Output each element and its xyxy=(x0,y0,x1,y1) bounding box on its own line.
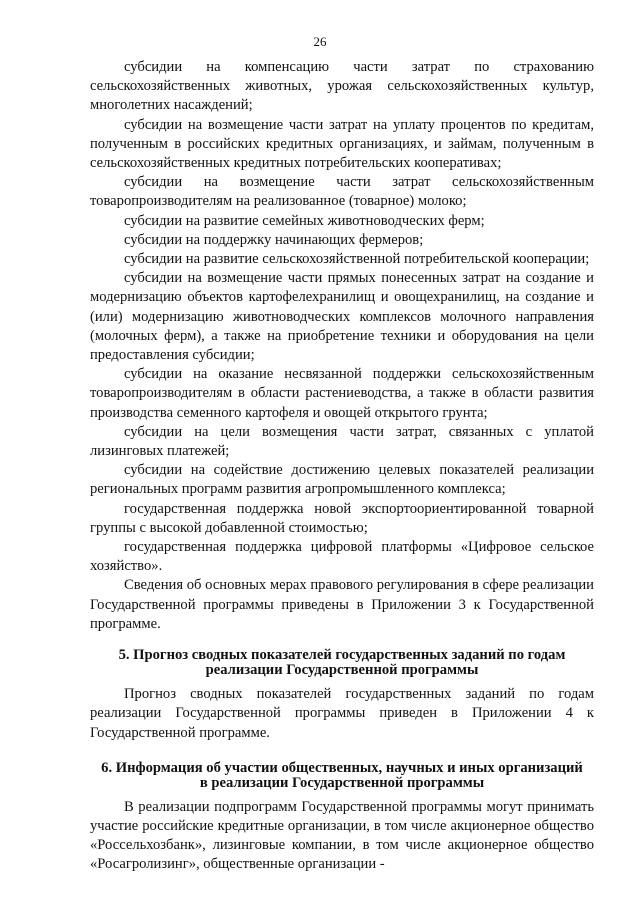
list-item: государственная поддержка цифровой платформы «Цифровое сельское хозяйство». xyxy=(90,539,594,575)
list-item: субсидии на развитие семейных животноводческих ферм; xyxy=(124,212,485,229)
section-6-heading-line2: в реализации Государственной программы xyxy=(199,774,485,791)
list-item: субсидии на развитие сельскохозяйственной потребительской кооперации; xyxy=(124,251,590,268)
list-item: субсидии на содействие достижению целевых показателей реализации региональных программ развития агропромышленного комплекса; xyxy=(90,462,594,498)
list-item: государственная поддержка новой экспортоориентированной товарной группы с высокой добавленной стоимостью; xyxy=(90,500,594,536)
page-number: 26 xyxy=(313,34,327,49)
document-body xyxy=(90,58,594,875)
list-item: субсидии на возмещение части затрат сельскохозяйственным товаропроизводителям на реализованное (товарное) молоко; xyxy=(90,174,594,210)
section-5-paragraph: Прогноз сводных показателей государственных заданий по годам реализации Государственной программы приведен в Приложении 4 к Государственной программе. xyxy=(90,686,594,741)
closing-paragraph: Сведения об основных мерах правового регулирования в сфере реализации Государственной программы приведены в Приложении 3 к Государственной программе. xyxy=(90,577,594,632)
section-6-heading-line1: 6. Информация об участии общественных, научных и иных организаций xyxy=(101,759,583,776)
section-5-heading xyxy=(90,648,594,678)
section-5-heading-line1: 5. Прогноз сводных показателей государственных заданий по годам xyxy=(118,647,566,664)
list-item: субсидии на компенсацию части затрат по страхованию сельскохозяйственных животных, урожая сельскохозяйственных культур, многолетних насаждений; xyxy=(90,59,594,114)
list-item: субсидии на цели возмещения части затрат, связанных с уплатой лизинговых платежей; xyxy=(90,423,594,460)
list-item: субсидии на оказание несвязанной поддержки сельскохозяйственным товаропроизводителям в области растениеводства, а также в области развития производства семенного картофеля и овощей открытого грунта; xyxy=(90,366,594,421)
section-5-heading-line2: реализации Государственной программы xyxy=(205,662,479,679)
list-item: субсидии на возмещение части прямых понесенных затрат на создание и модернизацию объектов картофелехранилищ и овощехранилищ, на создание и (или) модернизацию животноводческих комплексов молочного направления (молочных ферм), а также на приобретение техники и оборудования на цели предоставления субсидии; xyxy=(90,270,594,364)
section-6-paragraph: В реализации подпрограмм Государственной программы могут принимать участие российские кредитные организации, в том числе акционерное общество «Россельхозбанк», лизинговые компании, в том числе акционерное общество «Росагролизинг», общественные организации - xyxy=(90,798,594,873)
section-6-heading xyxy=(90,761,594,791)
list-item: субсидии на поддержку начинающих фермеров; xyxy=(124,231,424,248)
list-item: субсидии на возмещение части затрат на уплату процентов по кредитам, полученным в российских кредитных организациях, и займам, полученным в сельскохозяйственных кредитных потребительских кооперативах; xyxy=(90,116,594,172)
